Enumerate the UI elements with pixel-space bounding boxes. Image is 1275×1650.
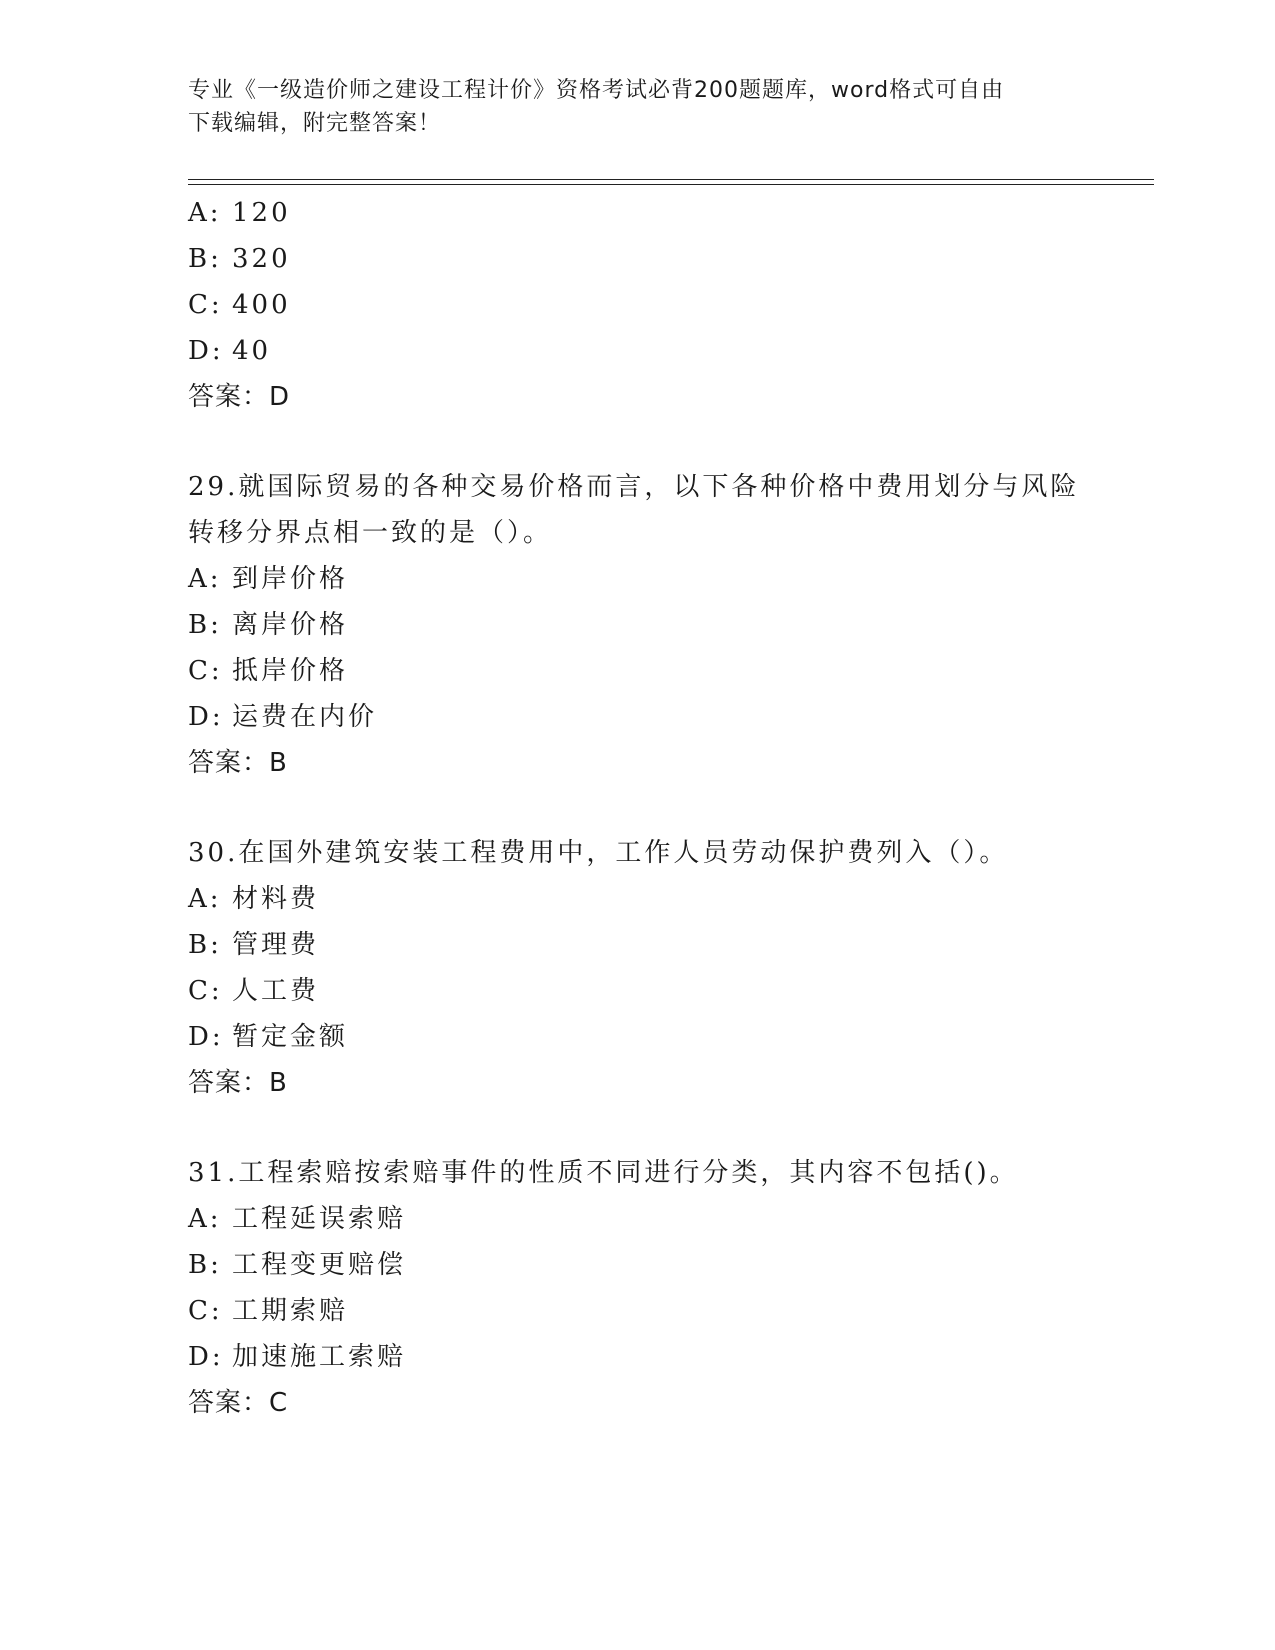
header-line-1: 专业《一级造价师之建设工程计价》资格考试必背200题题库，word格式可自由 [188, 78, 1005, 103]
question-29 [188, 464, 1148, 786]
answer-line: 答案：D [188, 382, 291, 412]
option-label: D: [188, 1342, 224, 1372]
option-c [188, 282, 1148, 328]
spacer [188, 786, 1148, 830]
answer-line: 答案：B [188, 748, 288, 778]
option-d [188, 694, 1148, 740]
option-a [188, 556, 1148, 602]
question-line-1: 29.就国际贸易的各种交易价格而言，以下各种价格中费用划分与风险 [188, 472, 1080, 502]
option-a [188, 190, 1148, 236]
option-text: 管理费 [232, 930, 320, 960]
option-label: B: [188, 610, 222, 640]
option-label: A: [188, 884, 222, 914]
option-label: C: [188, 1296, 223, 1326]
option-label: D: [188, 1022, 224, 1052]
option-text: 暂定金额 [232, 1022, 349, 1052]
header-rule-bottom [188, 184, 1154, 185]
option-text: 到岸价格 [232, 564, 349, 594]
option-a [188, 1196, 1148, 1242]
option-text: 320 [232, 244, 291, 274]
option-a [188, 876, 1148, 922]
option-text: 工程延误索赔 [232, 1204, 407, 1234]
option-label: C: [188, 976, 223, 1006]
option-c [188, 1288, 1148, 1334]
question-text [188, 830, 1088, 876]
option-text: 人工费 [232, 976, 320, 1006]
question-31 [188, 1150, 1148, 1426]
spacer [188, 1106, 1148, 1150]
option-d [188, 1334, 1148, 1380]
answer-line: 答案：C [188, 1388, 289, 1418]
document-header [188, 74, 1088, 140]
option-text: 工期索赔 [232, 1296, 349, 1326]
option-label: A: [188, 564, 222, 594]
option-c [188, 968, 1148, 1014]
option-label: B: [188, 1250, 222, 1280]
option-b [188, 922, 1148, 968]
option-b [188, 602, 1148, 648]
question-text [188, 1150, 1088, 1196]
option-text: 材料费 [232, 884, 320, 914]
option-b [188, 236, 1148, 282]
option-d [188, 1014, 1148, 1060]
question-28 [188, 190, 1148, 420]
option-text: 120 [232, 198, 291, 228]
option-label: D: [188, 702, 224, 732]
option-label: C: [188, 290, 223, 320]
question-line-1: 31.工程索赔按索赔事件的性质不同进行分类，其内容不包括()。 [188, 1158, 1019, 1188]
option-b [188, 1242, 1148, 1288]
option-text: 加速施工索赔 [232, 1342, 407, 1372]
option-text: 工程变更赔偿 [232, 1250, 407, 1280]
question-line-1: 30.在国外建筑安装工程费用中，工作人员劳动保护费列入（）。 [188, 838, 1009, 868]
header-rule-top [188, 179, 1154, 180]
option-label: D: [188, 336, 224, 366]
option-label: C: [188, 656, 223, 686]
question-30 [188, 830, 1148, 1106]
option-text: 离岸价格 [232, 610, 349, 640]
option-label: A: [188, 1204, 222, 1234]
question-text [188, 464, 1088, 556]
question-list [188, 190, 1148, 1426]
answer-line: 答案：B [188, 1068, 288, 1098]
option-label: B: [188, 930, 222, 960]
option-text: 抵岸价格 [232, 656, 349, 686]
option-label: B: [188, 244, 222, 274]
option-d [188, 328, 1148, 374]
header-line-2: 下载编辑，附完整答案！ [188, 111, 442, 136]
spacer [188, 420, 1148, 464]
option-text: 运费在内价 [232, 702, 378, 732]
option-label: A: [188, 198, 222, 228]
question-line-2: 转移分界点相一致的是（）。 [188, 518, 553, 548]
option-text: 400 [232, 290, 291, 320]
option-text: 40 [232, 336, 272, 366]
option-c [188, 648, 1148, 694]
